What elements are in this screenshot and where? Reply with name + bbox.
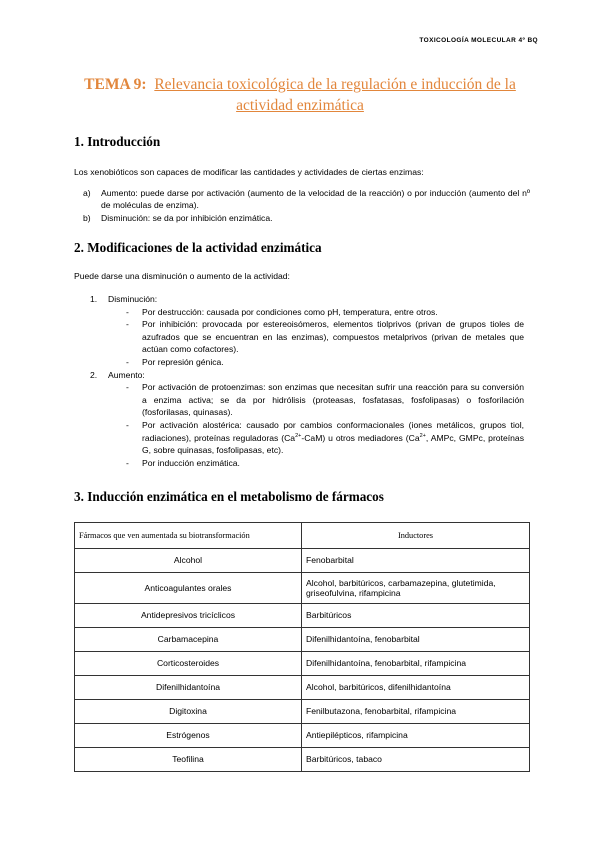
list-marker: 2. — [90, 369, 98, 380]
list-marker: 1. — [90, 293, 98, 304]
table-row — [75, 676, 530, 700]
column-header: Inductores — [302, 523, 530, 549]
table-row — [75, 652, 530, 676]
list-item-text: Por activación alostérica: causado por cambios conformacionales (iones metálicos, grupos tiol, radiaciones), proteínas reguladoras $(Ca^{2+}-CaM)$ u otros mediadores ($Ca^{2+}$, AMPc, GMPc, proteínas G, sobre quinasas, fosfolipasas, etc). — [142, 419, 525, 456]
dash-list — [108, 306, 530, 369]
list-item — [108, 356, 524, 369]
list-item — [74, 293, 530, 369]
inducers-cell: Antiepilépticos, rifampicina — [302, 724, 530, 748]
table-row — [75, 549, 530, 573]
dash-marker: - — [126, 306, 129, 317]
dash-marker: - — [126, 419, 129, 430]
list-item — [108, 381, 524, 419]
dash-list — [108, 381, 530, 469]
list-item-text: Por destrucción: causada por condiciones como pH, temperatura, entre otros. — [142, 306, 438, 317]
drug-cell: Estrógenos — [75, 724, 302, 748]
paragraph: Los xenobióticos son capaces de modificar las cantidades y actividades de ciertas enzimas: — [74, 167, 424, 177]
inducers-cell: Fenobarbital — [302, 549, 530, 573]
list-item-text: Por represión génica. — [142, 356, 224, 367]
list-item — [74, 212, 530, 225]
drug-cell: Corticosteroides — [75, 652, 302, 676]
list-item-label: Aumento: — [108, 369, 145, 380]
list-item — [108, 306, 524, 319]
drug-cell: Anticoagulantes orales — [75, 573, 302, 604]
inducers-cell: Barbitúricos, tabaco — [302, 748, 530, 772]
table-row — [75, 700, 530, 724]
drug-cell: Digitoxina — [75, 700, 302, 724]
inducers-cell: Difenilhidantoína, fenobarbital — [302, 628, 530, 652]
list-item-text: Disminución: se da por inhibición enzimática. — [101, 212, 273, 223]
dash-marker: - — [126, 382, 129, 393]
numbered-list — [74, 293, 530, 469]
drug-cell: Antidepresivos tricíclicos — [75, 604, 302, 628]
table-row — [75, 748, 530, 772]
list-item-text: Por activación de protoenzimas: son enzimas que necesitan sufrir una reacción para su conversión a enzima activa; se da por hidrólisis (proteasas, fosfatasas, fosfolipasas) o fosforilación (fosforilasas, quinasas). — [142, 382, 524, 418]
inducers-cell: Barbitúricos — [302, 604, 530, 628]
column-header: Fármacos que ven aumentada su biotransformación — [75, 523, 302, 549]
table-row — [75, 573, 530, 604]
drug-cell: Alcohol — [75, 549, 302, 573]
course-header: TOXICOLOGÍA MOLECULAR 4º BQ — [419, 37, 538, 44]
list-marker: b) — [83, 212, 91, 223]
table-header-row — [75, 523, 530, 549]
dash-marker: - — [126, 457, 129, 468]
list-item — [108, 419, 524, 457]
lettered-list — [74, 187, 530, 225]
list-item — [108, 318, 524, 356]
list-marker: a) — [83, 187, 91, 198]
drug-cell: Teofilina — [75, 748, 302, 772]
inducers-cell: Difenilhidantoína, fenobarbital, rifampicina — [302, 652, 530, 676]
section-heading: 1. Introducción — [74, 134, 161, 149]
list-item — [74, 187, 530, 212]
paragraph: Puede darse una disminución o aumento de la actividad: — [74, 271, 290, 282]
section-introduction — [74, 134, 530, 224]
table-row — [75, 628, 530, 652]
list-item-text: Por inducción enzimática. — [142, 457, 240, 468]
section-heading: 2. Modificaciones de la actividad enzimática — [74, 240, 322, 256]
list-item-text: Aumento: puede darse por activación (aumento de la velocidad de la reacción) o por inducción (aumento del nº de moléculas de enzima). — [101, 187, 530, 211]
inducers-cell: Alcohol, barbitúricos, carbamazepina, glutetimida, griseofulvina, rifampicina — [302, 573, 530, 604]
inducers-table — [74, 522, 530, 772]
table-row — [75, 604, 530, 628]
dash-marker: - — [126, 319, 129, 330]
list-item-text: Por inhibición: provocada por estereoisómeros, elementos tiolprivos (privan de grupos tioles de azufrados que se encuentran en las enzimas), compuestos metalprivos (privan de metales que actúan como cofactores). — [142, 319, 524, 355]
section-heading: 3. Inducción enzimática en el metabolismo de fármacos — [74, 489, 384, 504]
inducers-cell: Alcohol, barbitúricos, difenilhidantoína — [302, 676, 530, 700]
list-item-label: Disminución: — [108, 293, 158, 304]
section-modifications — [74, 240, 530, 469]
inducers-cell: Fenilbutazona, fenobarbital, rifampicina — [302, 700, 530, 724]
table-row — [75, 724, 530, 748]
drug-cell: Difenilhidantoína — [75, 676, 302, 700]
list-item — [74, 369, 530, 470]
document-body — [74, 130, 530, 469]
topic-title: Relevancia toxicológica de la regulación e inducción de la actividad enzimática — [154, 76, 516, 114]
drug-cell: Carbamacepina — [75, 628, 302, 652]
dash-marker: - — [126, 356, 129, 367]
page-title — [60, 74, 540, 116]
list-item — [108, 457, 524, 470]
section-induction — [74, 489, 530, 505]
topic-label: TEMA 9: — [84, 76, 147, 93]
